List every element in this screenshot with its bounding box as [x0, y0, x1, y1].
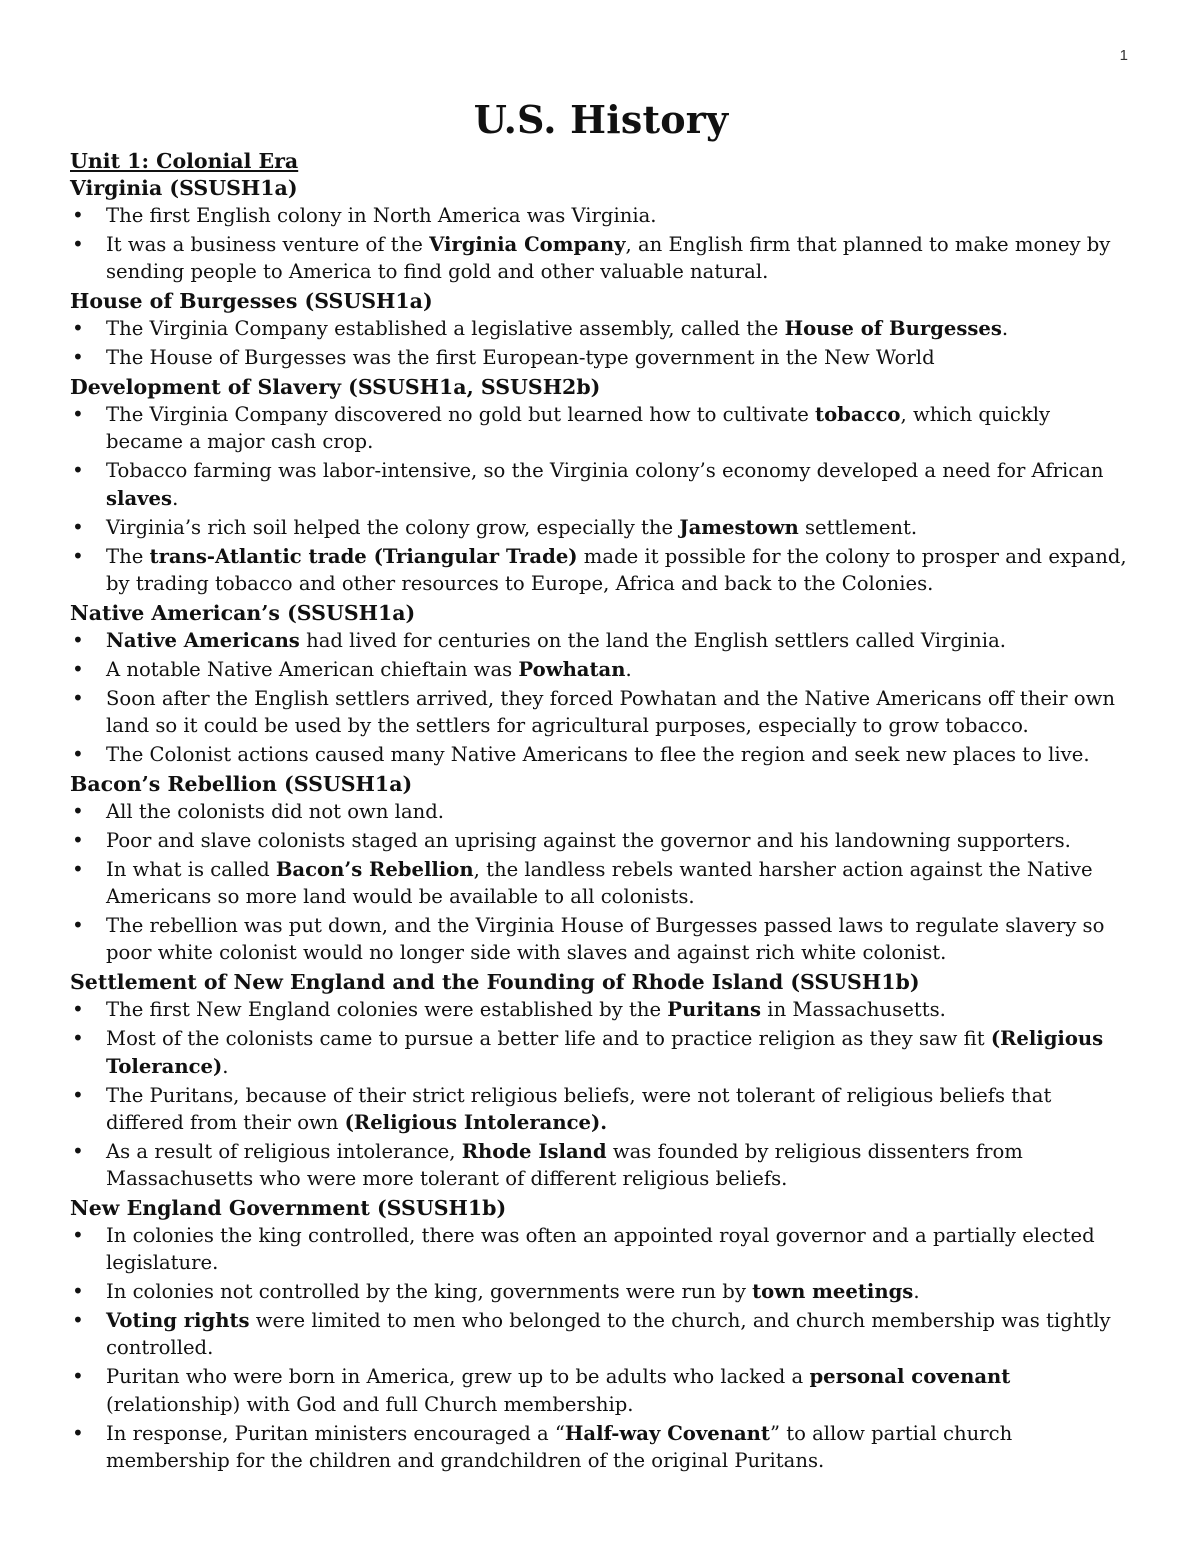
bullet-list [70, 627, 1132, 768]
list-item [70, 1278, 1132, 1305]
list-item [70, 1307, 1132, 1361]
list-item [70, 996, 1132, 1023]
bold-term: slaves [106, 486, 173, 510]
sections-container [70, 174, 1132, 1474]
bold-term: tobacco [815, 403, 901, 427]
text-run: The Puritans, because of their strict religious beliefs, were not tolerant of religious beliefs that differed from their own [106, 1083, 1052, 1134]
text-run: ” to allow partial church membership for the children and grandchildren of the original Puritans. [106, 1421, 1013, 1472]
bold-term: Powhatan [518, 657, 626, 681]
list-item [70, 798, 1132, 825]
section-heading: New England Government (SSUSH1b) [70, 1196, 507, 1221]
list-item [70, 912, 1132, 966]
text-run: had lived for centuries on the land the English settlers called Virginia. [299, 628, 1006, 652]
text-run: in Massachusetts. [761, 998, 946, 1022]
text-run: settlement. [798, 515, 918, 539]
list-item [70, 656, 1132, 683]
text-run: . [913, 1280, 920, 1304]
text-run: The first New England colonies were established by the [106, 998, 668, 1022]
text-run: As a result of religious intolerance, [106, 1139, 462, 1163]
text-run: A notable Native American chieftain was [106, 657, 519, 681]
text-run: In what is called [106, 858, 276, 882]
list-item [70, 344, 1132, 371]
bullet-list [70, 798, 1132, 967]
list-item [70, 1222, 1132, 1276]
page-number: 1 [1119, 47, 1128, 64]
bullet-list [70, 996, 1132, 1192]
list-item [70, 1082, 1132, 1136]
text-run: Virginia’s rich soil helped the colony grow, especially the [106, 515, 680, 539]
bold-term: Jamestown [679, 515, 799, 539]
list-item [70, 457, 1132, 511]
list-item [70, 1025, 1132, 1079]
bold-term: trans-Atlantic trade (Triangular Trade) [149, 544, 578, 568]
text-run: Poor and slave colonists staged an uprising against the governor and his landowning supporters. [106, 829, 1071, 853]
bullet-list [70, 401, 1132, 597]
text-run: In colonies the king controlled, there was often an appointed royal governor and a partially elected legislature. [106, 1224, 1095, 1275]
list-item [70, 1363, 1132, 1417]
text-run: , the landless rebels wanted harsher action against the Native Americans so more land would be available to all colonists. [106, 858, 1093, 909]
text-run: . [222, 1054, 229, 1078]
text-run: The Virginia Company discovered no gold but learned how to cultivate [106, 403, 816, 427]
list-item [70, 627, 1132, 654]
list-item [70, 827, 1132, 854]
list-item [70, 202, 1132, 229]
list-item [70, 543, 1132, 597]
text-run: The House of Burgesses was the first European-type government in the New World [106, 346, 935, 370]
text-run: were limited to men who belonged to the church, and church membership was tightly controlled. [106, 1309, 1111, 1360]
text-run: The first English colony in North America was Virginia. [106, 204, 657, 227]
list-item [70, 231, 1132, 285]
text-run: It was a business venture of the [106, 233, 430, 256]
section-heading: Bacon’s Rebellion (SSUSH1a) [70, 772, 413, 797]
document-body [70, 98, 1132, 1476]
section-heading: Native American’s (SSUSH1a) [70, 600, 416, 625]
page-title: U.S. History [473, 97, 729, 142]
bold-term: House of Burgesses [784, 317, 1002, 341]
text-run: Puritan who were born in America, grew up to be adults who lacked a [106, 1365, 810, 1389]
text-run: The [106, 544, 150, 568]
section-heading: Settlement of New England and the Founding of Rhode Island (SSUSH1b) [70, 970, 920, 995]
bullet-list [70, 1222, 1132, 1474]
section-heading: House of Burgesses (SSUSH1a) [70, 289, 433, 314]
text-run: The Virginia Company established a legislative assembly, called the [106, 317, 785, 341]
text-run: (relationship) with God and full Church membership. [106, 1392, 634, 1416]
list-item [70, 856, 1132, 910]
text-run: The rebellion was put down, and the Virginia House of Burgesses passed laws to regulate slavery so poor white colonist would no longer side with slaves and against rich white colonist. [106, 914, 1105, 965]
list-item [70, 1138, 1132, 1192]
bold-term: Virginia Company [429, 233, 626, 256]
bold-term: Rhode Island [461, 1139, 607, 1163]
text-run: In colonies not controlled by the king, governments were run by [106, 1280, 753, 1304]
bold-term: town meetings [752, 1280, 914, 1304]
bold-term: Native Americans [106, 628, 300, 652]
section-heading: Virginia (SSUSH1a) [70, 176, 298, 200]
bold-term: Puritans [667, 998, 762, 1022]
list-item [70, 741, 1132, 768]
text-run: was founded by religious dissenters from Massachusetts who were more tolerant of different religious beliefs. [106, 1139, 1023, 1191]
list-item [70, 315, 1132, 342]
bold-term: Half-way Covenant [564, 1421, 770, 1445]
unit-heading: Unit 1: Colonial Era [70, 149, 299, 173]
bold-term: (Religious Tolerance) [106, 1027, 1104, 1078]
text-run: All the colonists did not own land. [106, 800, 445, 824]
text-run: In response, Puritan ministers encouraged a “ [106, 1421, 565, 1445]
bullet-list [70, 202, 1132, 285]
text-run: made it possible for the colony to prosper and expand, by trading tobacco and other resources to Europe, Africa and back to the Colonies. [106, 544, 1127, 595]
text-run: . [172, 486, 179, 510]
bold-term: personal covenant [809, 1365, 1011, 1389]
text-run: , which quickly became a major cash crop. [106, 403, 1051, 454]
text-run: Tobacco farming was labor-intensive, so the Virginia colony’s economy developed a need for African [106, 459, 1104, 483]
list-item [70, 685, 1132, 739]
bullet-list [70, 315, 1132, 371]
text-run: , an English firm that planned to make money by sending people to America to find gold and other valuable natural. [106, 233, 1111, 284]
bold-term: Voting rights [106, 1309, 250, 1333]
text-run: Soon after the English settlers arrived, they forced Powhatan and the Native Americans off their own land so it could be used by the settlers for agricultural purposes, especially to grow tobacco. [106, 686, 1115, 738]
text-run: The Colonist actions caused many Native Americans to flee the region and seek new places to live. [106, 743, 1090, 767]
bold-term: Bacon’s Rebellion [275, 858, 474, 882]
text-run: Most of the colonists came to pursue a better life and to practice religion as they saw fit [106, 1027, 991, 1051]
list-item [70, 514, 1132, 541]
list-item [70, 401, 1132, 455]
list-item [70, 1420, 1132, 1474]
text-run: . [625, 657, 632, 681]
text-run: . [1001, 317, 1009, 341]
section-heading: Development of Slavery (SSUSH1a, SSUSH2b) [70, 375, 601, 400]
bold-term: (Religious Intolerance). [344, 1110, 608, 1134]
